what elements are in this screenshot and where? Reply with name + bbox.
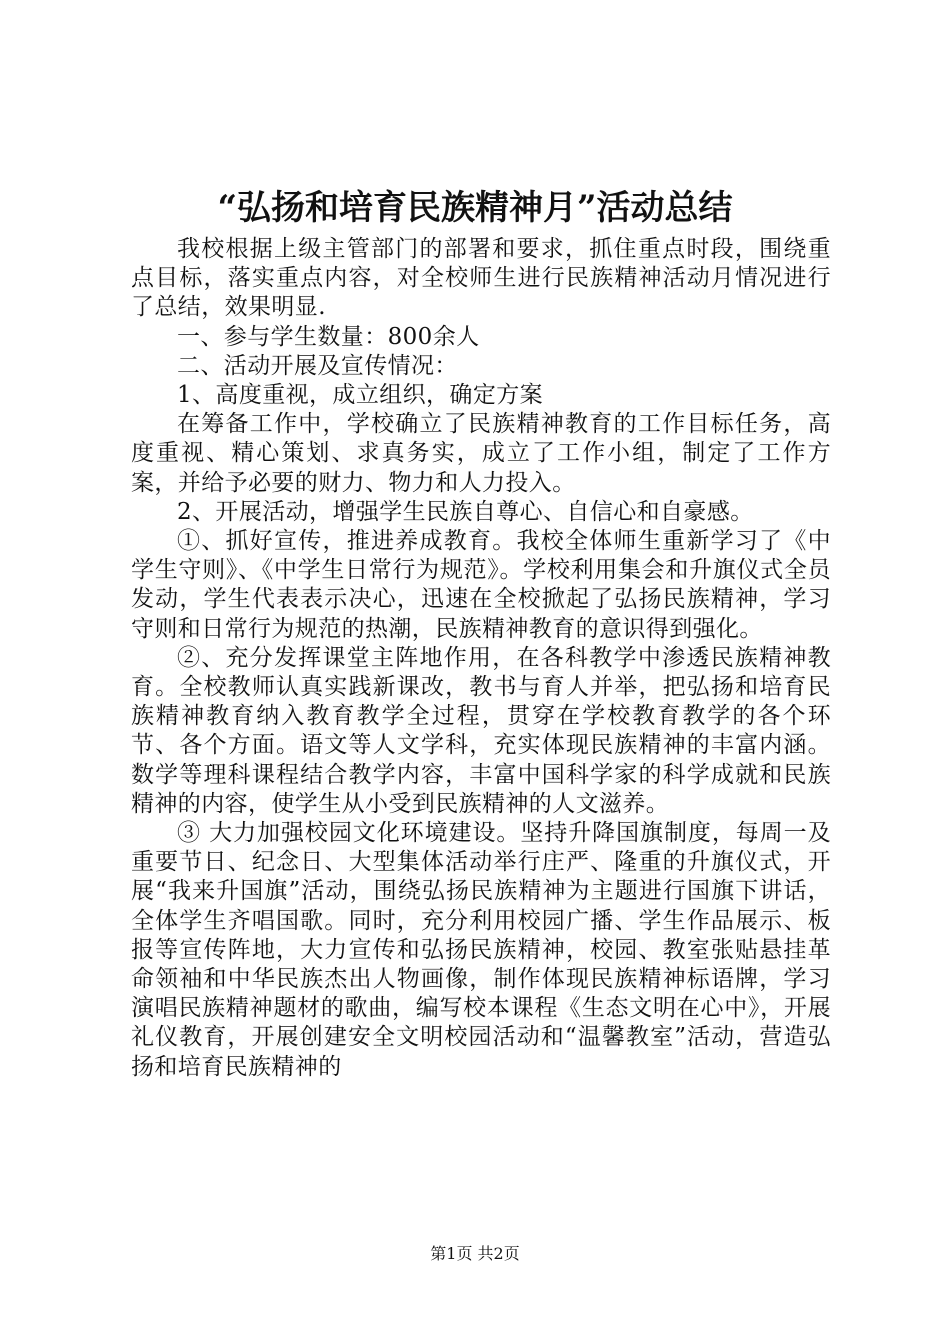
paragraph-item-3: ③ 大力加强校园文化环境建设。坚持升降国旗制度，每周一及重要节日、纪念日、大型集体活动举行庄严、隆重的升旗仪式，开展“我来升国旗”活动，围绕弘扬民族精神为主题进行国旗下讲话，全体学生齐唱国歌。同时，充分利用校园广播、学生作品展示、板报等宣传阵地，大力宣传和弘扬民族精神，校园、教室张贴悬挂革命领袖和中华民族杰出人物画像，制作体现民族精神标语牌，学习演唱民族精神题材的歌曲，编写校本课程《生态文明在心中》，开展礼仪教育，开展创建安全文明校园活动和“温馨教室”活动，营造弘扬和培育民族精神的	[131, 820, 831, 1080]
paragraph-preparation: 在筹备工作中，学校确立了民族精神教育的工作目标任务，高度重视、精心策划、求真务实，成立了工作小组，制定了工作方案，并给予必要的财力、物力和人力投入。	[131, 411, 831, 496]
paragraph-item-1: ①、抓好宣传，推进养成教育。我校全体师生重新学习了《中学生守则》、《中学生日常行为规范》。学校利用集会和升旗仪式全员发动，学生代表表示决心，迅速在全校掀起了弘扬民族精神，学习守则和日常行为规范的热潮，民族精神教育的意识得到强化。	[131, 528, 831, 642]
paragraph-student-count: 一、参与学生数量：800余人	[177, 323, 480, 350]
paragraph-item-2: ②、充分发挥课堂主阵地作用，在各科教学中渗透民族精神教育。全校教师认真实践新课改，教书与育人并举，把弘扬和培育民族精神教育纳入教育教学全过程，贯穿在学校教育教学的各个环节、各个方面。语文等人文学科，充实体现民族精神的丰富内涵。数学等理科课程结合教学内容，丰富中国科学家的科学成就和民族精神的内容，使学生从小受到民族精神的人文滋养。	[131, 644, 831, 817]
document-body	[131, 235, 831, 1082]
paragraph-subheading-1: 1、高度重视，成立组织，确定方案	[177, 382, 544, 409]
paragraph-intro: 我校根据上级主管部门的部署和要求，抓住重点时段，围绕重点目标，落实重点内容，对全校师生进行民族精神活动月情况进行了总结，效果明显.	[131, 236, 831, 321]
page-footer: 第1页 共2页	[430, 1244, 520, 1263]
document-title: “弘扬和培育民族精神月”活动总结	[217, 188, 733, 228]
paragraph-section-heading: 二、活动开展及宣传情况：	[177, 352, 458, 379]
paragraph-subheading-2: 2、开展活动，增强学生民族自尊心、自信心和自豪感。	[177, 498, 754, 525]
